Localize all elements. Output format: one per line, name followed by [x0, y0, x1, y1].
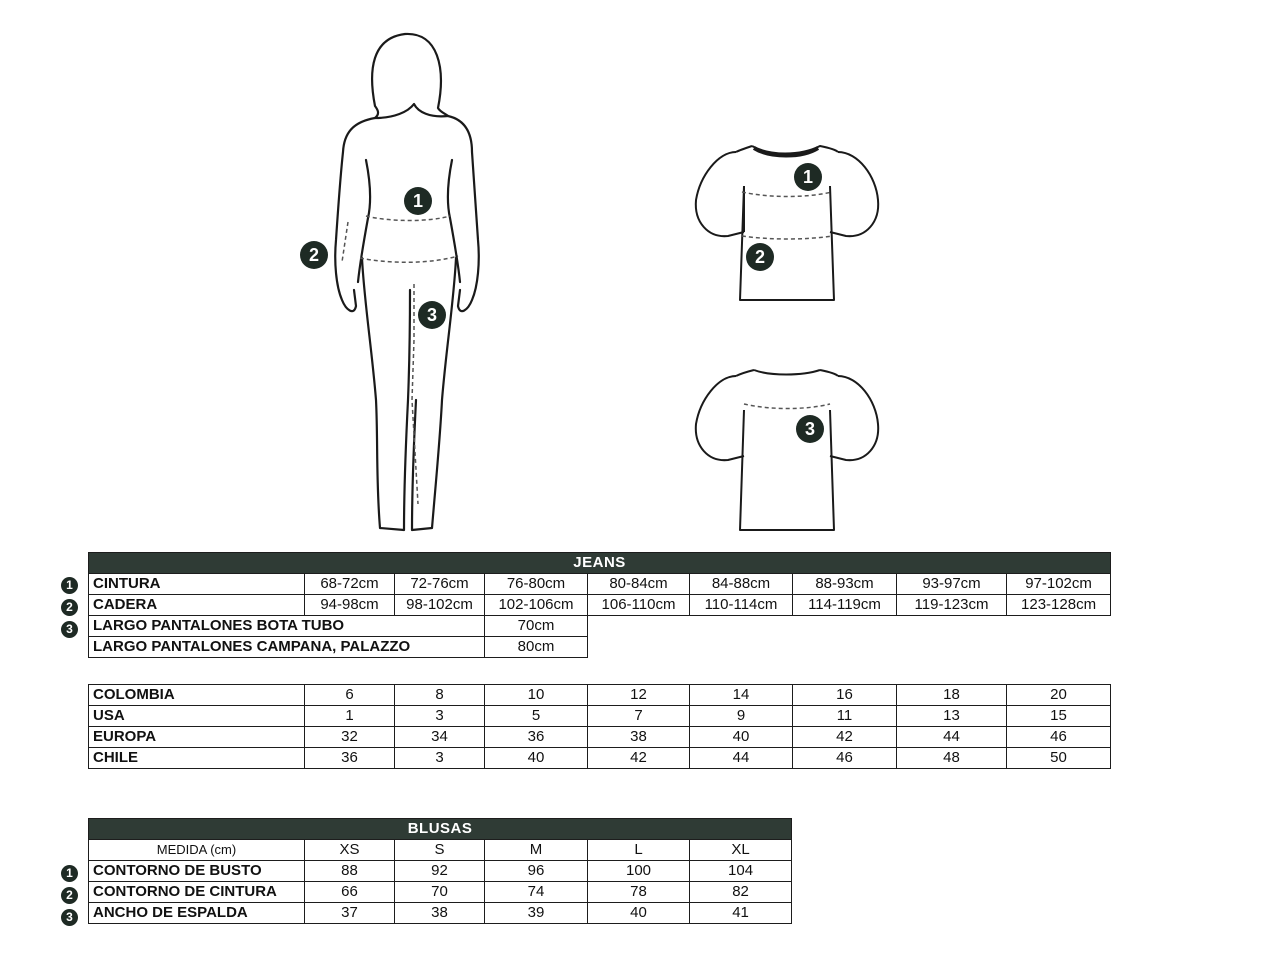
table-cell: 102-106cm — [485, 595, 588, 616]
row-label: CINTURA — [89, 574, 305, 595]
marker-1-icon: 1 — [61, 577, 78, 594]
row-label: USA — [89, 706, 305, 727]
blouse-back-illustration — [696, 370, 878, 530]
table-cell: 3 — [395, 748, 485, 769]
table-cell: 38 — [395, 903, 485, 924]
table-cell: 10 — [485, 685, 588, 706]
table-cell: 92 — [395, 861, 485, 882]
row-label: CHILE — [89, 748, 305, 769]
column-header: M — [485, 840, 588, 861]
table-row — [89, 748, 1111, 769]
table-cell: 7 — [588, 706, 690, 727]
row-label: COLOMBIA — [89, 685, 305, 706]
table-cell: 100 — [588, 861, 690, 882]
table-cell: 40 — [690, 727, 793, 748]
table-cell: 110-114cm — [690, 595, 793, 616]
table-cell: 20 — [1007, 685, 1111, 706]
table-cell: 70 — [395, 882, 485, 903]
table-cell: 106-110cm — [588, 595, 690, 616]
table-cell: 34 — [395, 727, 485, 748]
table-row — [89, 861, 792, 882]
table-row — [89, 706, 1111, 727]
table-row — [89, 882, 792, 903]
table-row — [89, 903, 792, 924]
size-conversion-table — [88, 684, 1111, 769]
table-cell: 44 — [897, 727, 1007, 748]
table-cell: 9 — [690, 706, 793, 727]
table-cell: 38 — [588, 727, 690, 748]
table-cell: 44 — [690, 748, 793, 769]
table-cell: 46 — [1007, 727, 1111, 748]
table-cell: 3 — [395, 706, 485, 727]
marker-2-icon: 2 — [300, 241, 328, 269]
table-cell: 18 — [897, 685, 1007, 706]
table-cell: 42 — [793, 727, 897, 748]
table-cell: 96 — [485, 861, 588, 882]
table-cell: 40 — [588, 903, 690, 924]
marker-1-icon: 1 — [404, 187, 432, 215]
table-cell: 32 — [305, 727, 395, 748]
row-label: LARGO PANTALONES CAMPANA, PALAZZO — [89, 637, 485, 658]
marker-3-icon: 3 — [61, 909, 78, 926]
table-cell: 5 — [485, 706, 588, 727]
row-label: CONTORNO DE BUSTO — [89, 861, 305, 882]
table-cell: 66 — [305, 882, 395, 903]
row-label: ANCHO DE ESPALDA — [89, 903, 305, 924]
marker-3-icon: 3 — [418, 301, 446, 329]
column-header: XS — [305, 840, 395, 861]
table-cell: 46 — [793, 748, 897, 769]
table-cell: 8 — [395, 685, 485, 706]
table-cell: 48 — [897, 748, 1007, 769]
table-cell: 12 — [588, 685, 690, 706]
marker-3-icon: 3 — [796, 415, 824, 443]
table-cell: 84-88cm — [690, 574, 793, 595]
table-cell: 119-123cm — [897, 595, 1007, 616]
woman-figure-illustration — [335, 34, 479, 530]
column-header: L — [588, 840, 690, 861]
table-row — [89, 616, 1111, 637]
table-cell: 15 — [1007, 706, 1111, 727]
table-cell: 88 — [305, 861, 395, 882]
table-row — [89, 637, 1111, 658]
marker-1-icon: 1 — [794, 163, 822, 191]
marker-1-icon: 1 — [61, 865, 78, 882]
column-header: MEDIDA (cm) — [89, 840, 305, 861]
table-cell: 11 — [793, 706, 897, 727]
table-cell: 80cm — [485, 637, 588, 658]
table-cell: 36 — [485, 727, 588, 748]
table-cell: 6 — [305, 685, 395, 706]
blouse-front-illustration — [696, 146, 878, 300]
row-label: CONTORNO DE CINTURA — [89, 882, 305, 903]
table-cell: 39 — [485, 903, 588, 924]
table-cell: 1 — [305, 706, 395, 727]
table-cell: 98-102cm — [395, 595, 485, 616]
marker-3-icon: 3 — [61, 621, 78, 638]
table-row — [89, 574, 1111, 595]
table-cell: 97-102cm — [1007, 574, 1111, 595]
table-cell: 14 — [690, 685, 793, 706]
blusas-table — [88, 818, 792, 924]
jeans-title: JEANS — [89, 553, 1111, 574]
table-cell: 78 — [588, 882, 690, 903]
row-label: EUROPA — [89, 727, 305, 748]
table-cell: 88-93cm — [793, 574, 897, 595]
table-cell: 93-97cm — [897, 574, 1007, 595]
table-cell: 68-72cm — [305, 574, 395, 595]
table-header-row — [89, 840, 792, 861]
table-cell: 16 — [793, 685, 897, 706]
table-row — [89, 727, 1111, 748]
table-cell: 40 — [485, 748, 588, 769]
table-cell: 72-76cm — [395, 574, 485, 595]
table-cell: 50 — [1007, 748, 1111, 769]
table-cell: 70cm — [485, 616, 588, 637]
blusas-title: BLUSAS — [89, 819, 792, 840]
table-cell: 82 — [690, 882, 792, 903]
table-cell: 36 — [305, 748, 395, 769]
table-cell: 37 — [305, 903, 395, 924]
table-cell: 104 — [690, 861, 792, 882]
marker-2-icon: 2 — [61, 887, 78, 904]
column-header: XL — [690, 840, 792, 861]
row-label: LARGO PANTALONES BOTA TUBO — [89, 616, 485, 637]
table-cell: 41 — [690, 903, 792, 924]
column-header: S — [395, 840, 485, 861]
table-cell: 76-80cm — [485, 574, 588, 595]
row-label: CADERA — [89, 595, 305, 616]
table-cell: 94-98cm — [305, 595, 395, 616]
table-cell: 74 — [485, 882, 588, 903]
table-cell: 13 — [897, 706, 1007, 727]
table-row — [89, 685, 1111, 706]
table-cell: 114-119cm — [793, 595, 897, 616]
table-cell: 80-84cm — [588, 574, 690, 595]
table-cell: 123-128cm — [1007, 595, 1111, 616]
marker-2-icon: 2 — [61, 599, 78, 616]
table-cell: 42 — [588, 748, 690, 769]
table-row — [89, 595, 1111, 616]
marker-2-icon: 2 — [746, 243, 774, 271]
jeans-table — [88, 552, 1111, 658]
